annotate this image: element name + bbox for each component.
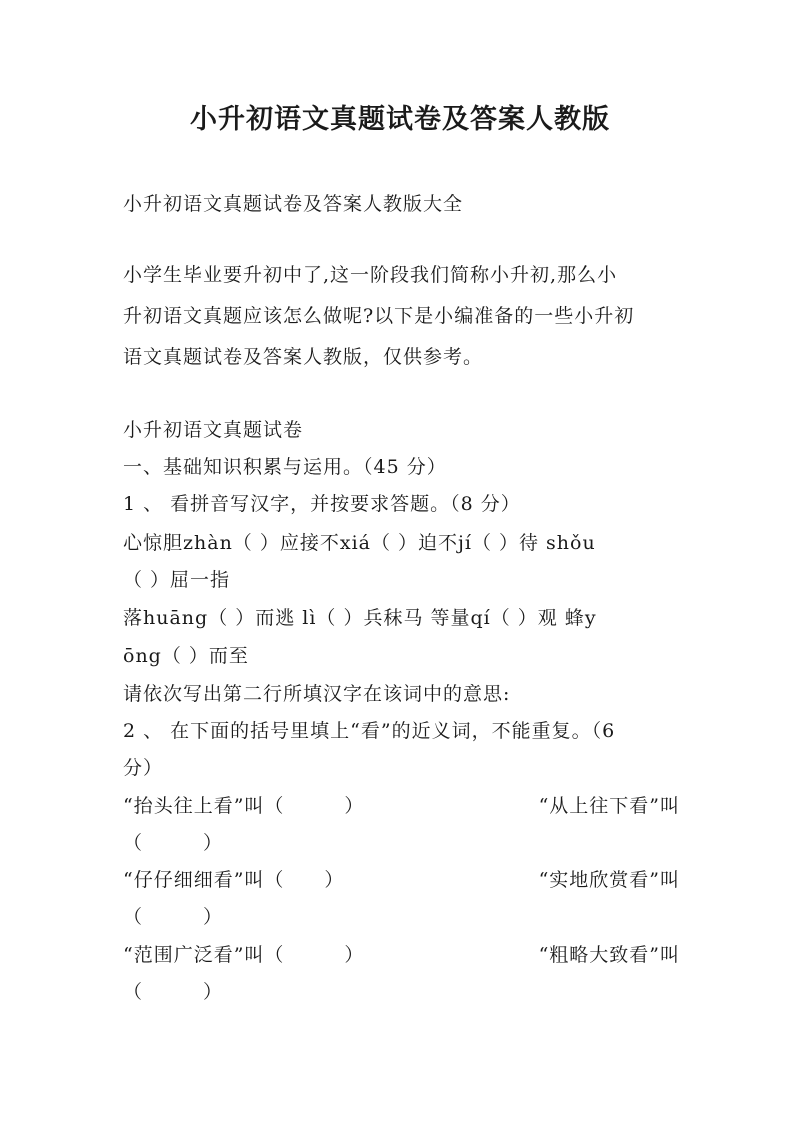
q2-pair-2-cont: （ ） <box>123 906 224 928</box>
section-title: 小升初语文真题试卷 <box>123 419 304 441</box>
part-one-heading: 一、基础知识积累与运用。（45 分） <box>123 456 447 478</box>
page-title: 小升初语文真题试卷及答案人教版 <box>190 104 610 135</box>
q2-pair-2-right: “实地欣赏看”叫 <box>538 869 680 891</box>
document-subtitle: 小升初语文真题试卷及答案人教版大全 <box>123 193 464 215</box>
question-1-instruction: 请依次写出第二行所填汉字在该词中的意思: <box>123 683 511 705</box>
intro-line-1: 小学生毕业要升初中了,这一阶段我们简称小升初,那么小 <box>123 264 618 286</box>
question-1-row-1: 心惊胆zhàn（ ）应接不xiá（ ）迫不jí（ ）待 shǒu <box>123 532 596 554</box>
intro-line-3: 语文真题试卷及答案人教版，仅供参考。 <box>123 346 484 368</box>
q2-pair-1-left: “抬头往上看”叫（ ） <box>123 795 365 817</box>
question-1-row-2-cont: ōng（ ）而至 <box>123 645 249 667</box>
q2-pair-3-cont: （ ） <box>123 981 224 1003</box>
question-1-row-1-cont: （ ）屈一指 <box>123 569 231 591</box>
question-2-prompt-line-2: 分） <box>123 757 164 779</box>
q2-pair-3-left: “范围广泛看”叫（ ） <box>123 944 365 966</box>
question-1-prompt: 1 、 看拼音写汉字，并按要求答题。（8 分） <box>123 493 521 515</box>
q2-pair-1-right: “从上往下看”叫 <box>538 795 680 817</box>
question-1-row-2: 落huāng（ ）而逃 lì（ ）兵秣马 等量qí（ ）观 蜂y <box>123 607 597 629</box>
intro-line-2: 升初语文真题应该怎么做呢?以下是小编准备的一些小升初 <box>123 305 635 327</box>
q2-pair-1-cont: （ ） <box>123 832 224 854</box>
q2-pair-2-left: “仔仔细细看”叫（ ） <box>123 869 345 891</box>
q2-pair-3-right: “粗略大致看”叫 <box>538 944 680 966</box>
question-2-prompt-line-1: 2 、 在下面的括号里填上“看”的近义词，不能重复。（6 <box>123 720 616 742</box>
